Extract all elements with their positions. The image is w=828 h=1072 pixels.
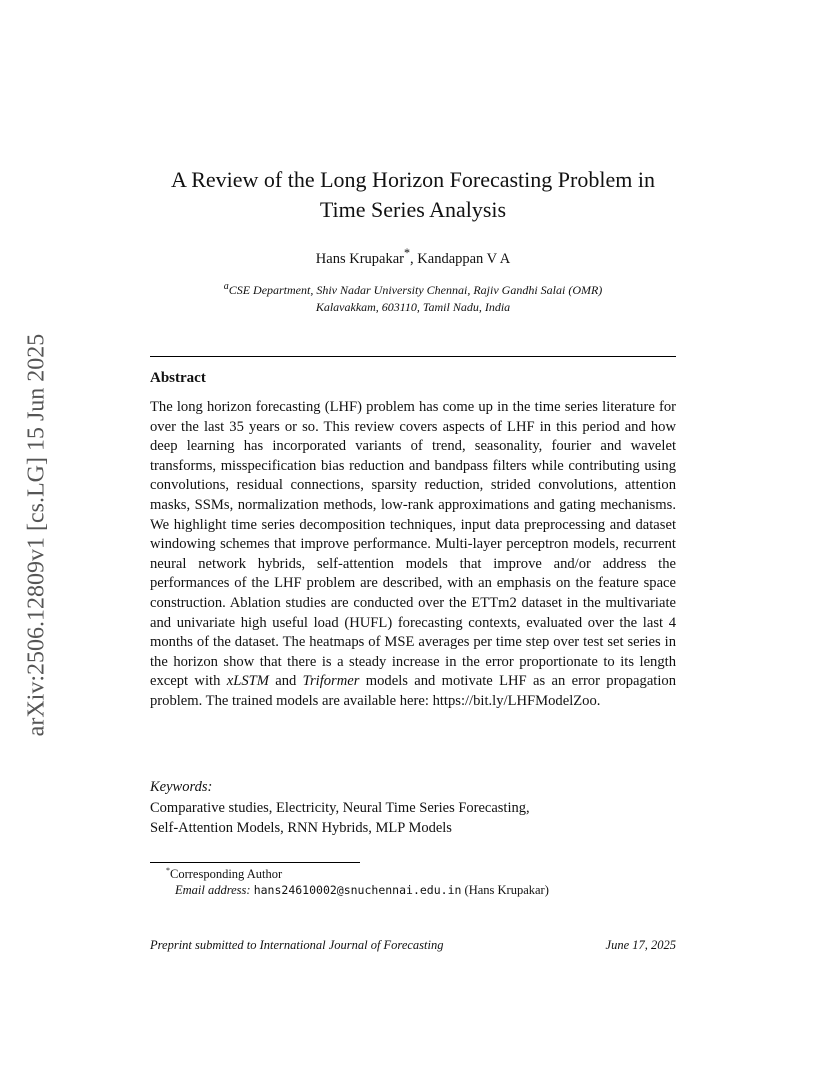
arxiv-side-label: arXiv:2506.12809v1 [cs.LG] 15 Jun 2025: [23, 333, 50, 737]
affil-mark: a: [223, 281, 229, 292]
keywords-label: Keywords:: [150, 779, 213, 795]
abstract-text-1: The long horizon forecasting (LHF) problem has come up in the time series literature for over the last 35 years or so. This review covers aspects of LHF in this period and how deep learning has incorporated variants of trend, seasonality, fourier and wavelet transforms, misspecification bias reduction and bandpass filters while contributing using convolutions, residual connections, sparsity reduction, strided convolutions, attention masks, SSMs, normalization methods, low-rank approximations and gating mechanisms. We highlight time series decomposition techniques, input data preprocessing and dataset windowing schemes that improve performance. Multi-layer perceptron models, recurrent neural network hybrids, self-attention models that improve and/or address the performances of the LHF problem are described, with an emphasis on the feature space construction. Ablation studies are conducted over the ETTm2 dataset in the multivariate and univariate high useful load (HUFL) forecasting contexts, evaluated over the last 4 months of the dataset. The heatmaps of MSE averages per time step over test set series in the horizon show that there is a steady increase in the error proportionate to its length except with: [150, 399, 676, 690]
title-line-1: A Review of the Long Horizon Forecasting Problem in: [171, 167, 655, 192]
abstract-text-2: models and motivate LHF as an error propagation problem. The trained models are available here: https://bit.ly/LHFModelZoo.: [150, 673, 677, 709]
footnote-corr-text: Corresponding Author: [170, 867, 283, 882]
author-star: *: [403, 246, 411, 260]
paper-title: [150, 165, 676, 225]
abstract-heading: Abstract: [150, 370, 206, 386]
keywords-line-1: Comparative studies, Electricity, Neural Time Series Forecasting,: [150, 800, 530, 816]
header-rule: [150, 356, 676, 357]
footer-preprint: Preprint submitted to International Journal of Forecasting: [150, 938, 444, 952]
authors: [150, 246, 676, 268]
keywords-line-2: Self-Attention Models, RNN Hybrids, MLP Models: [150, 820, 452, 836]
footnote-corresponding: [166, 866, 282, 882]
author-2: , Kandappan V A: [410, 250, 511, 267]
email-label: Email address:: [175, 883, 251, 897]
abstract-em-xlstm: xLSTM: [226, 673, 269, 690]
author-1: Hans Krupakar: [315, 250, 404, 267]
affil-line-2: Kalavakkam, 603110, Tamil Nadu, India: [315, 300, 511, 314]
footnote-star: *: [166, 866, 170, 875]
abstract-and: and: [268, 673, 303, 690]
footnote-rule: [150, 862, 360, 863]
keywords-list: [150, 798, 676, 838]
abstract-em-triformer: Triformer: [302, 673, 360, 690]
email-address[interactable]: hans24610002@snuchennai.edu.in: [253, 883, 462, 897]
abstract-body: [150, 398, 676, 712]
affiliation: [150, 278, 676, 316]
footnote-email: [175, 883, 549, 898]
title-line-2: Time Series Analysis: [319, 197, 507, 222]
affil-line-1: CSE Department, Shiv Nadar University Chennai, Rajiv Gandhi Salai (OMR): [228, 283, 603, 297]
footer-date: June 17, 2025: [605, 938, 676, 952]
email-owner: (Hans Krupakar): [461, 883, 549, 897]
